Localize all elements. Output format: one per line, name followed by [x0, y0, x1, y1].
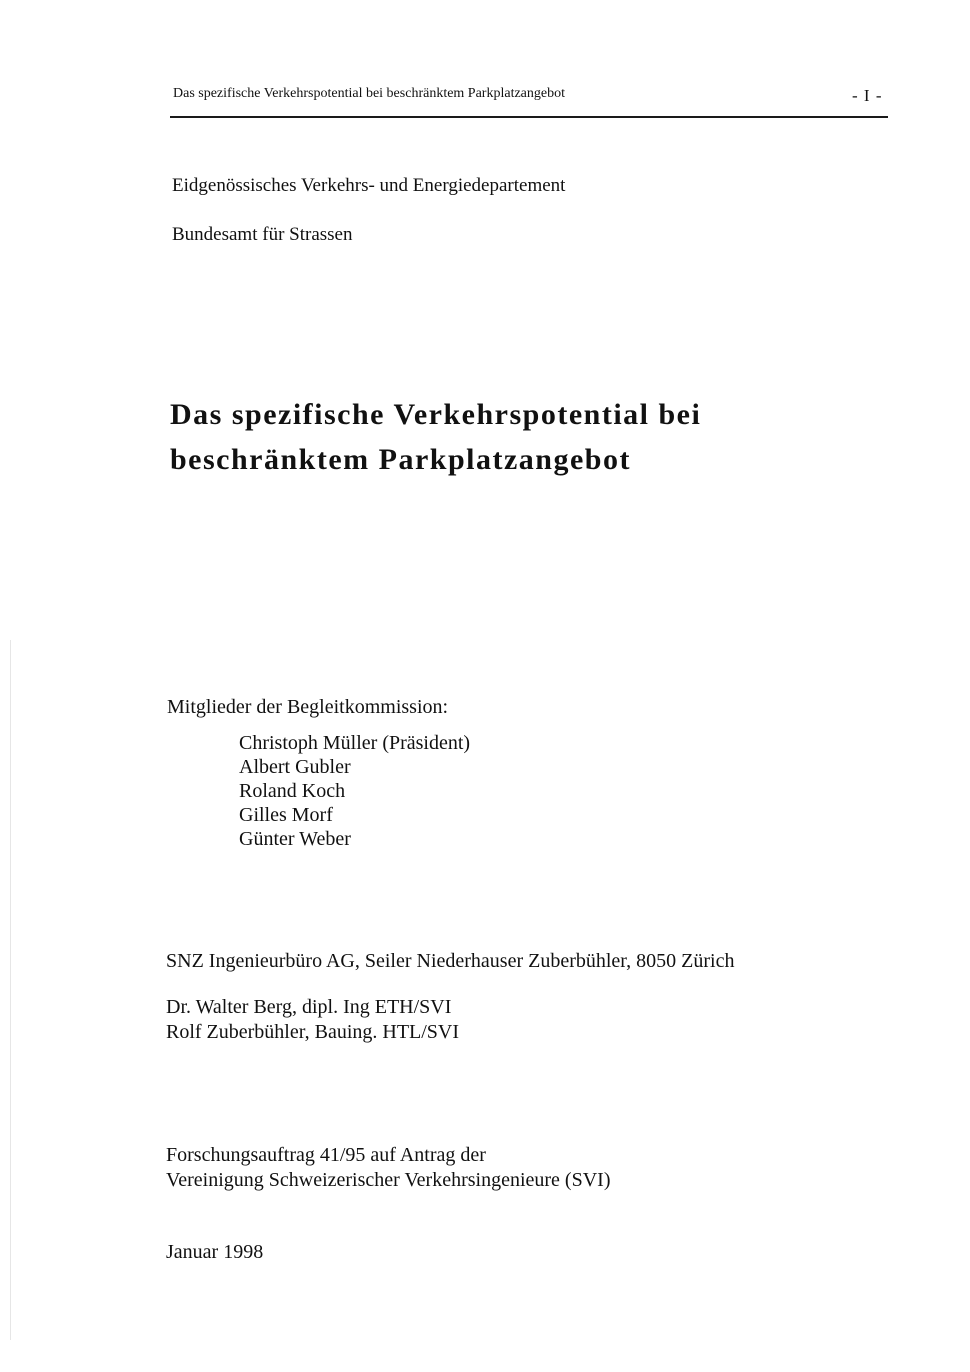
page-number: - I -: [852, 86, 883, 105]
document-title-line-2: beschränktem Parkplatzangebot: [170, 443, 631, 476]
commission-heading: Mitglieder der Begleitkommission:: [167, 696, 449, 718]
contractor-company: SNZ Ingenieurbüro AG, Seiler Niederhauser Zuberbühler, 8050 Zürich: [166, 950, 735, 972]
scan-edge-shadow: [10, 640, 11, 1340]
commission-member-list: [239, 731, 470, 851]
document-title-line-1: Das spezifische Verkehrspotential bei: [170, 398, 702, 431]
commission-member: Albert Gubler: [239, 756, 351, 778]
author-line: Rolf Zuberbühler, Bauing. HTL/SVI: [166, 1021, 460, 1043]
research-assignment-line-1: Forschungsauftrag 41/95 auf Antrag der: [166, 1144, 486, 1166]
office-name: Bundesamt für Strassen: [172, 224, 353, 245]
research-assignment-line-2: Vereinigung Schweizerischer Verkehrsingenieure (SVI): [166, 1169, 611, 1191]
commission-member: Günter Weber: [239, 828, 351, 850]
commission-member: Christoph Müller (Präsident): [239, 732, 471, 754]
header-divider: [170, 116, 888, 118]
department-name: Eidgenössisches Verkehrs- und Energiedepartement: [172, 175, 566, 196]
author-line: Dr. Walter Berg, dipl. Ing ETH/SVI: [166, 996, 452, 1018]
commission-member: Roland Koch: [239, 780, 346, 802]
running-header: Das spezifische Verkehrspotential bei beschränktem Parkplatzangebot: [173, 86, 565, 101]
publication-date: Januar 1998: [166, 1241, 264, 1263]
commission-member: Gilles Morf: [239, 804, 333, 826]
